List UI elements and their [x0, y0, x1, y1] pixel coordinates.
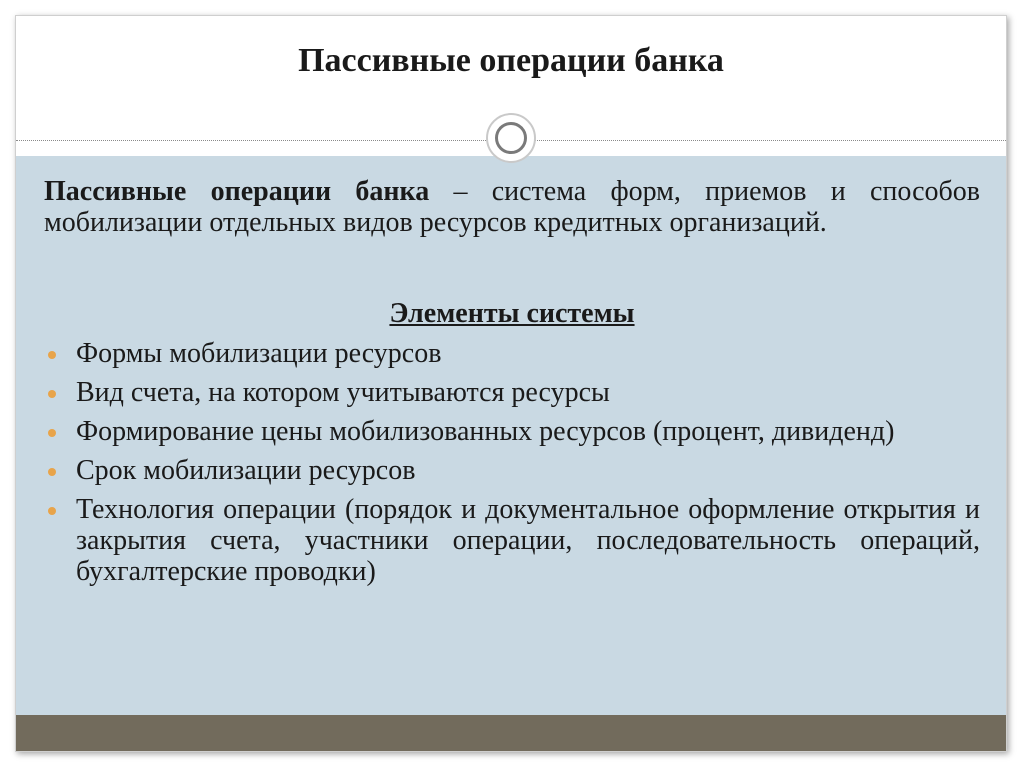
circle-ornament-icon [486, 113, 536, 163]
bullet-item [44, 455, 980, 486]
bullet-dot-icon [48, 507, 56, 515]
bullet-text: Технология операции (порядок и документальное оформление открытия и закрытия счета, участники операции, последовательность операций, бухгалтерские проводки) [76, 494, 980, 587]
bottom-bar [16, 715, 1006, 751]
slide-content [44, 176, 980, 595]
bullet-text: Формы мобилизации ресурсов [76, 338, 442, 369]
bullet-dot-icon [48, 351, 56, 359]
bullet-list [44, 338, 980, 587]
bullet-item [44, 494, 980, 587]
definition-text: – система форм, приемов и способов мобилизации отдельных видов ресурсов кредитных организаций. [44, 176, 980, 238]
definition-term: Пассивные операции банка [44, 176, 430, 207]
bullet-item [44, 338, 980, 369]
bullet-text: Формирование цены мобилизованных ресурсов (процент, дивиденд) [76, 416, 895, 447]
slide [15, 15, 1007, 752]
bullet-text: Срок мобилизации ресурсов [76, 455, 416, 486]
bullet-dot-icon [48, 429, 56, 437]
bullet-item [44, 416, 980, 447]
bullet-item [44, 377, 980, 408]
bullet-dot-icon [48, 390, 56, 398]
definition-paragraph [44, 176, 980, 238]
slide-title: Пассивные операции банка [298, 42, 724, 79]
bullet-text: Вид счета, на котором учитываются ресурсы [76, 377, 610, 408]
section-heading: Элементы системы [389, 298, 635, 329]
bullet-dot-icon [48, 468, 56, 476]
